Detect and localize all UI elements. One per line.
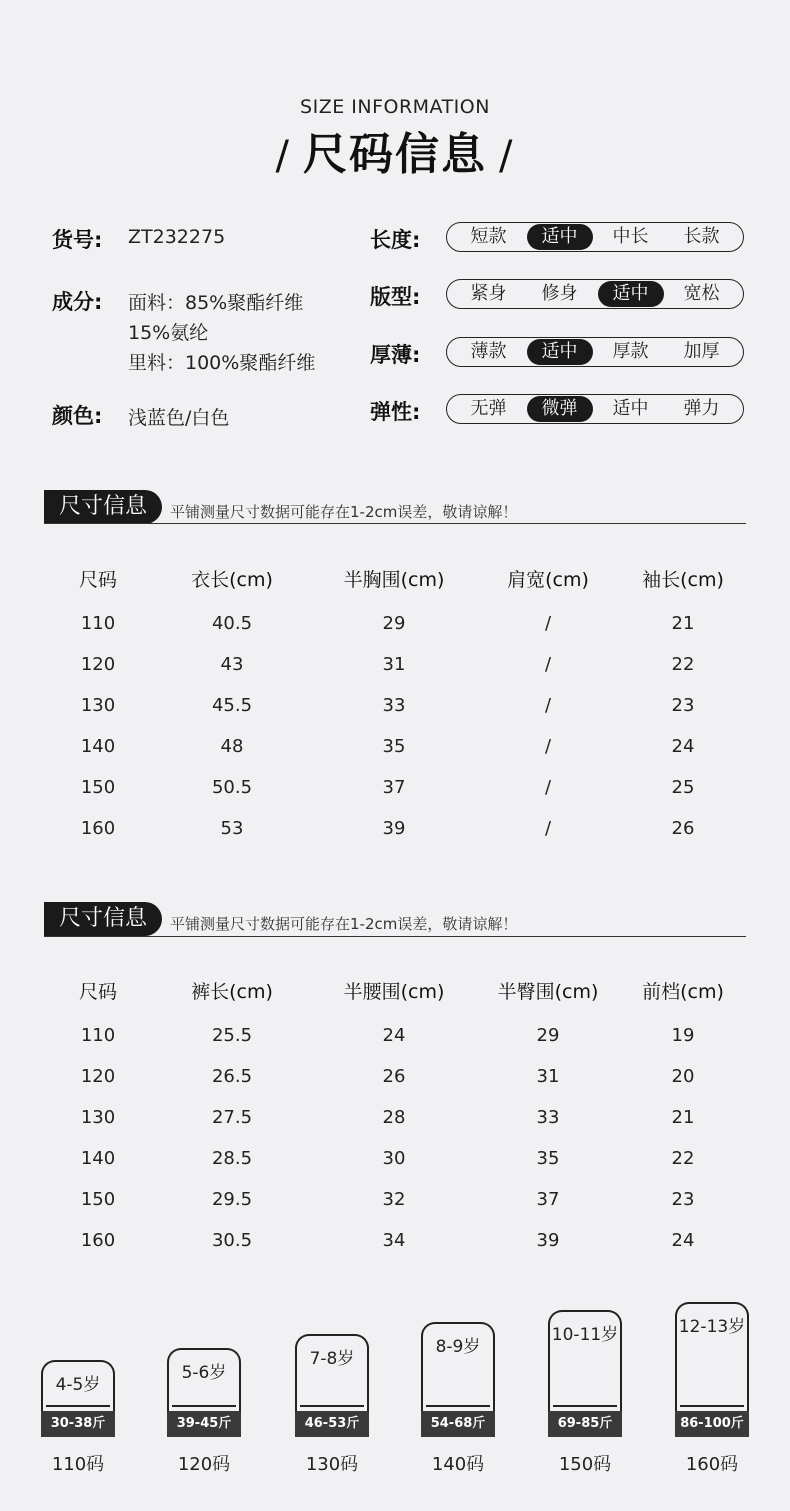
age-bar: [167, 1348, 241, 1411]
table-cell: 40.5: [211, 613, 253, 634]
bottom-size-table: [44, 966, 746, 1261]
composition-line: 15%氨纶: [128, 322, 209, 344]
composition-line: 面料：85%聚酯纤维: [128, 292, 304, 314]
attribute-label: 厚薄:: [370, 343, 421, 367]
table-cell: 29: [382, 613, 406, 634]
table-row: [44, 767, 746, 808]
table-cell: 120: [80, 1066, 116, 1087]
table-header-cell: 裤长(cm): [191, 981, 273, 1003]
table-cell: 130: [80, 1107, 116, 1128]
attribute-option: 厚款: [612, 341, 649, 362]
weight-label: 46-53斤: [295, 1411, 369, 1437]
table-row: [44, 726, 746, 767]
table-cell: 30.5: [211, 1230, 253, 1251]
age-bar: [548, 1310, 622, 1411]
table-cell: 53: [220, 818, 244, 839]
top-size-table: [44, 554, 746, 849]
attribute-option: 紧身: [470, 283, 507, 304]
age-bar-band: [172, 1405, 236, 1407]
table-header-cell: 尺码: [78, 569, 117, 591]
table-cell: 160: [80, 1230, 116, 1251]
table-cell: 26: [382, 1066, 406, 1087]
table-row: [44, 685, 746, 726]
attribute-option-group: [446, 222, 744, 252]
age-label: 12-13岁: [678, 1317, 746, 1337]
section-divider-top: [44, 523, 746, 524]
age-bar: [41, 1360, 115, 1411]
table-cell: 26.5: [211, 1066, 253, 1087]
table-cell: 22: [671, 1148, 695, 1169]
age-bar-band: [300, 1405, 364, 1407]
table-header-cell: 肩宽(cm): [507, 569, 589, 591]
table-cell: 34: [382, 1230, 406, 1251]
weight-label: 54-68斤: [421, 1411, 495, 1437]
table-cell: 140: [80, 1148, 116, 1169]
table-cell: 120: [80, 654, 116, 675]
table-header-cell: 衣长(cm): [191, 569, 273, 591]
age-label: 5-6岁: [181, 1363, 227, 1383]
table-cell: 48: [220, 736, 244, 757]
table-cell: 28: [382, 1107, 406, 1128]
age-bar-band: [553, 1405, 617, 1407]
section-tag-bottom: 尺寸信息: [44, 902, 162, 936]
table-cell: /: [544, 613, 552, 634]
table-cell: 21: [671, 1107, 695, 1128]
age-label: 10-11岁: [551, 1325, 619, 1345]
attribute-option: 修身: [541, 283, 578, 304]
section-note-bottom: 平铺测量尺寸数据可能存在1-2cm误差，敬请谅解！: [170, 915, 518, 933]
table-cell: /: [544, 695, 552, 716]
table-cell: 110: [80, 1025, 116, 1046]
item-number-value: ZT232275: [128, 226, 226, 248]
title-text: 尺码信息: [303, 129, 487, 180]
attribute-option: 加厚: [683, 341, 720, 362]
table-cell: 25.5: [211, 1025, 253, 1046]
size-label: 160码: [685, 1454, 739, 1475]
attribute-label: 长度:: [370, 228, 421, 252]
table-row: [44, 644, 746, 685]
table-cell: /: [544, 736, 552, 757]
age-bar: [295, 1334, 369, 1411]
age-bar-band: [46, 1405, 110, 1407]
table-cell: 35: [382, 736, 406, 757]
table-row: [44, 1056, 746, 1097]
size-label: 150码: [558, 1454, 612, 1475]
table-cell: 130: [80, 695, 116, 716]
table-cell: 28.5: [211, 1148, 253, 1169]
attribute-option-group: [446, 394, 744, 424]
age-bar: [675, 1302, 749, 1411]
table-cell: 30: [382, 1148, 406, 1169]
table-cell: 31: [536, 1066, 560, 1087]
size-label: 130码: [305, 1454, 359, 1475]
attribute-option-selected: 适中: [598, 281, 664, 307]
section-divider-bottom: [44, 936, 746, 937]
table-cell: 20: [671, 1066, 695, 1087]
table-row: [44, 1220, 746, 1261]
table-cell: 37: [382, 777, 406, 798]
weight-label: 39-45斤: [167, 1411, 241, 1437]
page-subtitle: SIZE INFORMATION: [300, 96, 490, 118]
attribute-label: 版型:: [370, 285, 421, 309]
table-header-row: [44, 966, 746, 1015]
age-label: 4-5岁: [55, 1375, 101, 1395]
attribute-option-group: [446, 337, 744, 367]
age-label: 7-8岁: [309, 1349, 355, 1369]
table-header-row: [44, 554, 746, 603]
age-label: 8-9岁: [435, 1337, 481, 1357]
attribute-option: 长款: [683, 226, 720, 247]
table-cell: 29: [536, 1025, 560, 1046]
table-header-cell: 前档(cm): [642, 981, 724, 1003]
table-cell: 33: [536, 1107, 560, 1128]
table-header-cell: 袖长(cm): [642, 569, 724, 591]
table-row: [44, 1015, 746, 1056]
table-cell: 22: [671, 654, 695, 675]
attribute-option-selected: 适中: [527, 224, 593, 250]
table-cell: 140: [80, 736, 116, 757]
item-number-label: 货号:: [52, 228, 103, 252]
color-label: 颜色:: [52, 404, 103, 428]
table-cell: 33: [382, 695, 406, 716]
table-cell: 26: [671, 818, 695, 839]
attribute-option-selected: 微弹: [527, 396, 593, 422]
age-bar-band: [426, 1405, 490, 1407]
table-row: [44, 603, 746, 644]
size-label: 140码: [431, 1454, 485, 1475]
attribute-option: 无弹: [470, 398, 507, 419]
table-cell: 19: [671, 1025, 695, 1046]
table-header-cell: 半胸围(cm): [343, 569, 445, 591]
table-cell: /: [544, 818, 552, 839]
table-cell: 24: [671, 736, 695, 757]
attribute-option: 中长: [612, 226, 649, 247]
table-cell: 160: [80, 818, 116, 839]
composition-line: 里料：100%聚酯纤维: [128, 352, 316, 374]
section-tag-top: 尺寸信息: [44, 490, 162, 524]
table-cell: 50.5: [211, 777, 253, 798]
section-note-top: 平铺测量尺寸数据可能存在1-2cm误差，敬请谅解！: [170, 503, 518, 521]
age-bar: [421, 1322, 495, 1411]
table-cell: 29.5: [211, 1189, 253, 1210]
table-header-cell: 半腰围(cm): [343, 981, 445, 1003]
attribute-option-group: [446, 279, 744, 309]
table-row: [44, 1138, 746, 1179]
table-header-cell: 尺码: [78, 981, 117, 1003]
attribute-option: 薄款: [470, 341, 507, 362]
attribute-label: 弹性:: [370, 400, 421, 424]
table-cell: 23: [671, 1189, 695, 1210]
table-cell: 39: [536, 1230, 560, 1251]
composition-label: 成分:: [52, 290, 103, 314]
table-cell: 37: [536, 1189, 560, 1210]
table-cell: 27.5: [211, 1107, 253, 1128]
table-cell: 110: [80, 613, 116, 634]
attribute-option-selected: 适中: [527, 339, 593, 365]
size-label: 120码: [177, 1454, 231, 1475]
attribute-option: 宽松: [683, 283, 720, 304]
table-cell: 39: [382, 818, 406, 839]
page-title: [0, 118, 790, 182]
size-label: 110码: [51, 1454, 105, 1475]
title-slash-left: /: [275, 133, 291, 179]
table-cell: 23: [671, 695, 695, 716]
table-cell: 45.5: [211, 695, 253, 716]
table-row: [44, 1179, 746, 1220]
table-cell: 31: [382, 654, 406, 675]
attribute-option: 弹力: [683, 398, 720, 419]
weight-label: 86-100斤: [675, 1411, 749, 1437]
title-slash-right: /: [499, 133, 515, 179]
color-value: 浅蓝色/白色: [128, 407, 230, 429]
table-cell: 43: [220, 654, 244, 675]
table-cell: 35: [536, 1148, 560, 1169]
table-cell: 24: [671, 1230, 695, 1251]
table-cell: 150: [80, 1189, 116, 1210]
weight-label: 69-85斤: [548, 1411, 622, 1437]
table-cell: 25: [671, 777, 695, 798]
table-cell: /: [544, 654, 552, 675]
attribute-option: 适中: [612, 398, 649, 419]
table-cell: /: [544, 777, 552, 798]
table-cell: 21: [671, 613, 695, 634]
table-cell: 32: [382, 1189, 406, 1210]
table-row: [44, 808, 746, 849]
table-header-cell: 半臀围(cm): [497, 981, 599, 1003]
age-bar-band: [680, 1405, 744, 1407]
weight-label: 30-38斤: [41, 1411, 115, 1437]
table-cell: 24: [382, 1025, 406, 1046]
table-row: [44, 1097, 746, 1138]
table-cell: 150: [80, 777, 116, 798]
attribute-option: 短款: [470, 226, 507, 247]
